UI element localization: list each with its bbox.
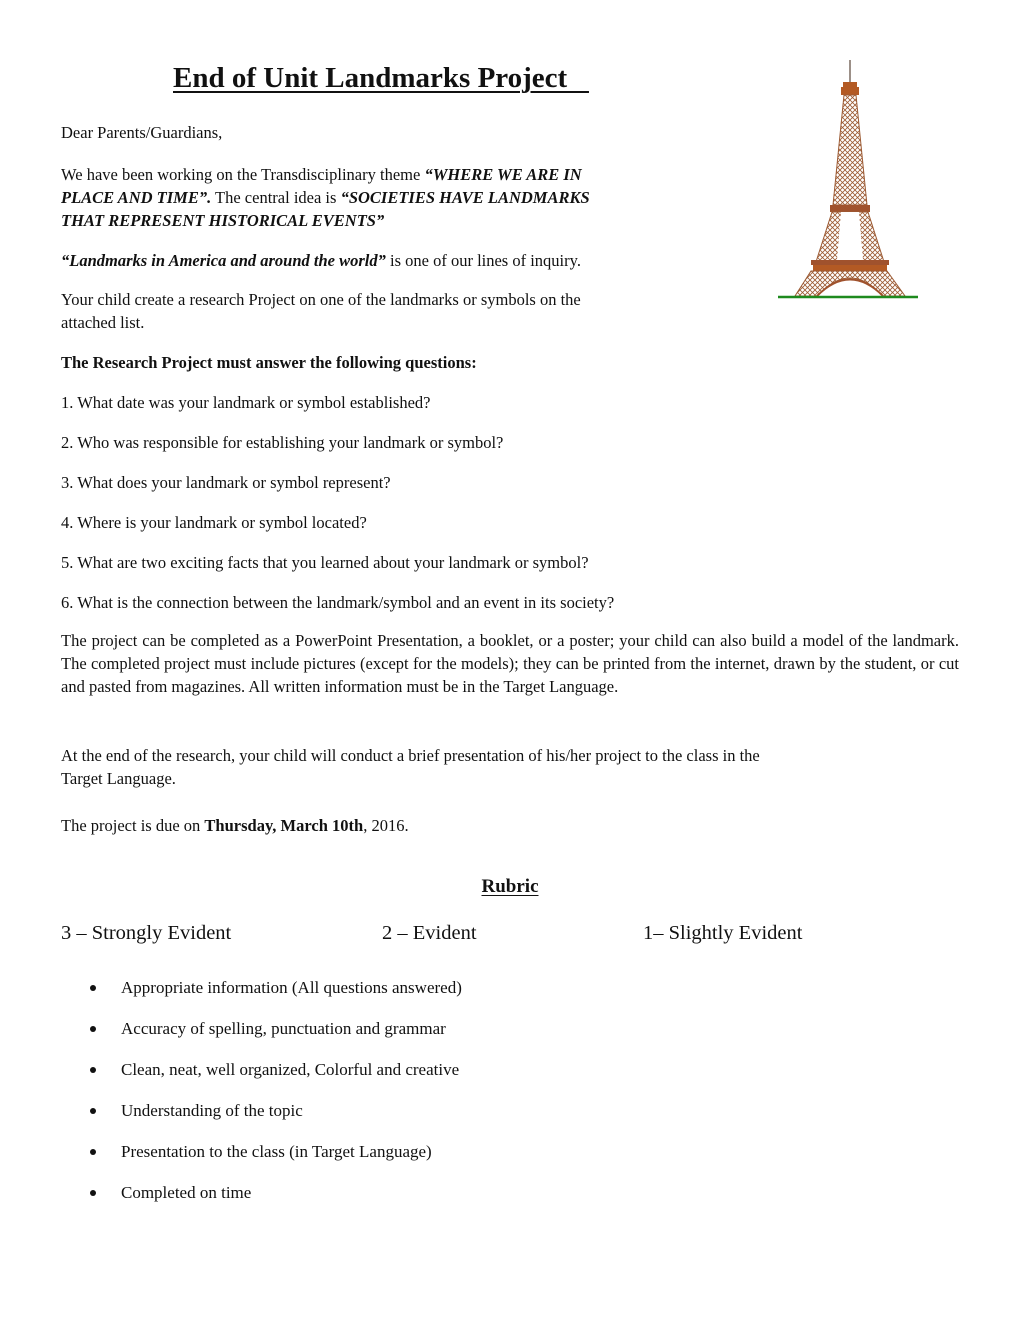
rubric-criteria-list [90,976,462,1222]
assignment-paragraph [61,288,581,334]
inquiry-rest: is one of our lines of inquiry. [385,251,581,270]
criteria-text: Appropriate information (All questions answered) [121,978,462,997]
assignment-line-2: attached list. [61,313,145,332]
due-date: Thursday, March 10th [204,816,364,835]
eiffel-tower-icon [775,60,925,305]
criteria-item [90,1181,462,1222]
criteria-text: Completed on time [121,1183,252,1202]
inquiry-paragraph [61,249,581,272]
rubric-title: Rubric [481,876,539,897]
questions-heading: The Research Project must answer the following questions: [61,353,477,372]
scale-strongly-evident: 3 – Strongly Evident [61,922,232,944]
intro-paragraph [61,163,721,232]
criteria-text: Clean, neat, well organized, Colorful and creative [121,1060,460,1079]
bullet-icon [90,1149,96,1155]
presentation-line-2: Target Language. [61,769,176,788]
question-item: 1. What date was your landmark or symbol established? [61,393,431,412]
criteria-item [90,976,462,1017]
criteria-text: Understanding of the topic [121,1101,303,1120]
assignment-line-1: Your child create a research Project on one of the landmarks or symbols on the [61,290,581,309]
due-prefix: The project is due on [61,816,205,835]
bullet-icon [90,1190,96,1196]
criteria-item [90,1140,462,1181]
central-idea: “SOCIETIES HAVE LANDMARKS [340,188,590,207]
criteria-text: Accuracy of spelling, punctuation and grammar [121,1019,446,1038]
scale-evident: 2 – Evident [382,922,477,944]
question-item: 2. Who was responsible for establishing your landmark or symbol? [61,433,504,452]
intro-mid: The central idea is [211,188,341,207]
presentation-line-1: At the end of the research, your child will conduct a brief presentation of his/her project to the class in the [61,746,760,765]
question-item: 4. Where is your landmark or symbol located? [61,513,367,532]
theme-text-cont: PLACE AND TIME”. [61,188,212,207]
theme-text: “WHERE WE ARE IN [424,165,582,184]
criteria-item [90,1017,462,1058]
question-item: 5. What are two exciting facts that you learned about your landmark or symbol? [61,553,589,572]
intro-text: We have been working on the Transdisciplinary theme [61,165,425,184]
bullet-icon [90,1067,96,1073]
criteria-text: Presentation to the class (in Target Language) [121,1142,432,1161]
bullet-icon [90,1026,96,1032]
presentation-paragraph [61,744,760,790]
bullet-icon [90,985,96,991]
due-suffix: , 2016. [363,816,409,835]
format-paragraph: The project can be completed as a PowerPoint Presentation, a booklet, or a poster; your child can also build a model of the landmark. The completed project must include pictures (except for the models); they can be printed from the internet, drawn by the student, or cut and pasted from magazines. All written information must be in the Target Language. [61,631,959,696]
criteria-item [90,1099,462,1140]
question-item: 6. What is the connection between the landmark/symbol and an event in its society? [61,593,615,612]
page-title: End of Unit Landmarks Project [173,62,589,94]
due-date-line [61,814,409,837]
question-item: 3. What does your landmark or symbol represent? [61,473,391,492]
scale-slightly-evident: 1– Slightly Evident [643,922,803,944]
bullet-icon [90,1108,96,1114]
criteria-item [90,1058,462,1099]
central-idea-cont: THAT REPRESENT HISTORICAL EVENTS” [61,211,385,230]
salutation: Dear Parents/Guardians, [61,123,223,142]
line-of-inquiry: “Landmarks in America and around the world” [61,251,386,270]
